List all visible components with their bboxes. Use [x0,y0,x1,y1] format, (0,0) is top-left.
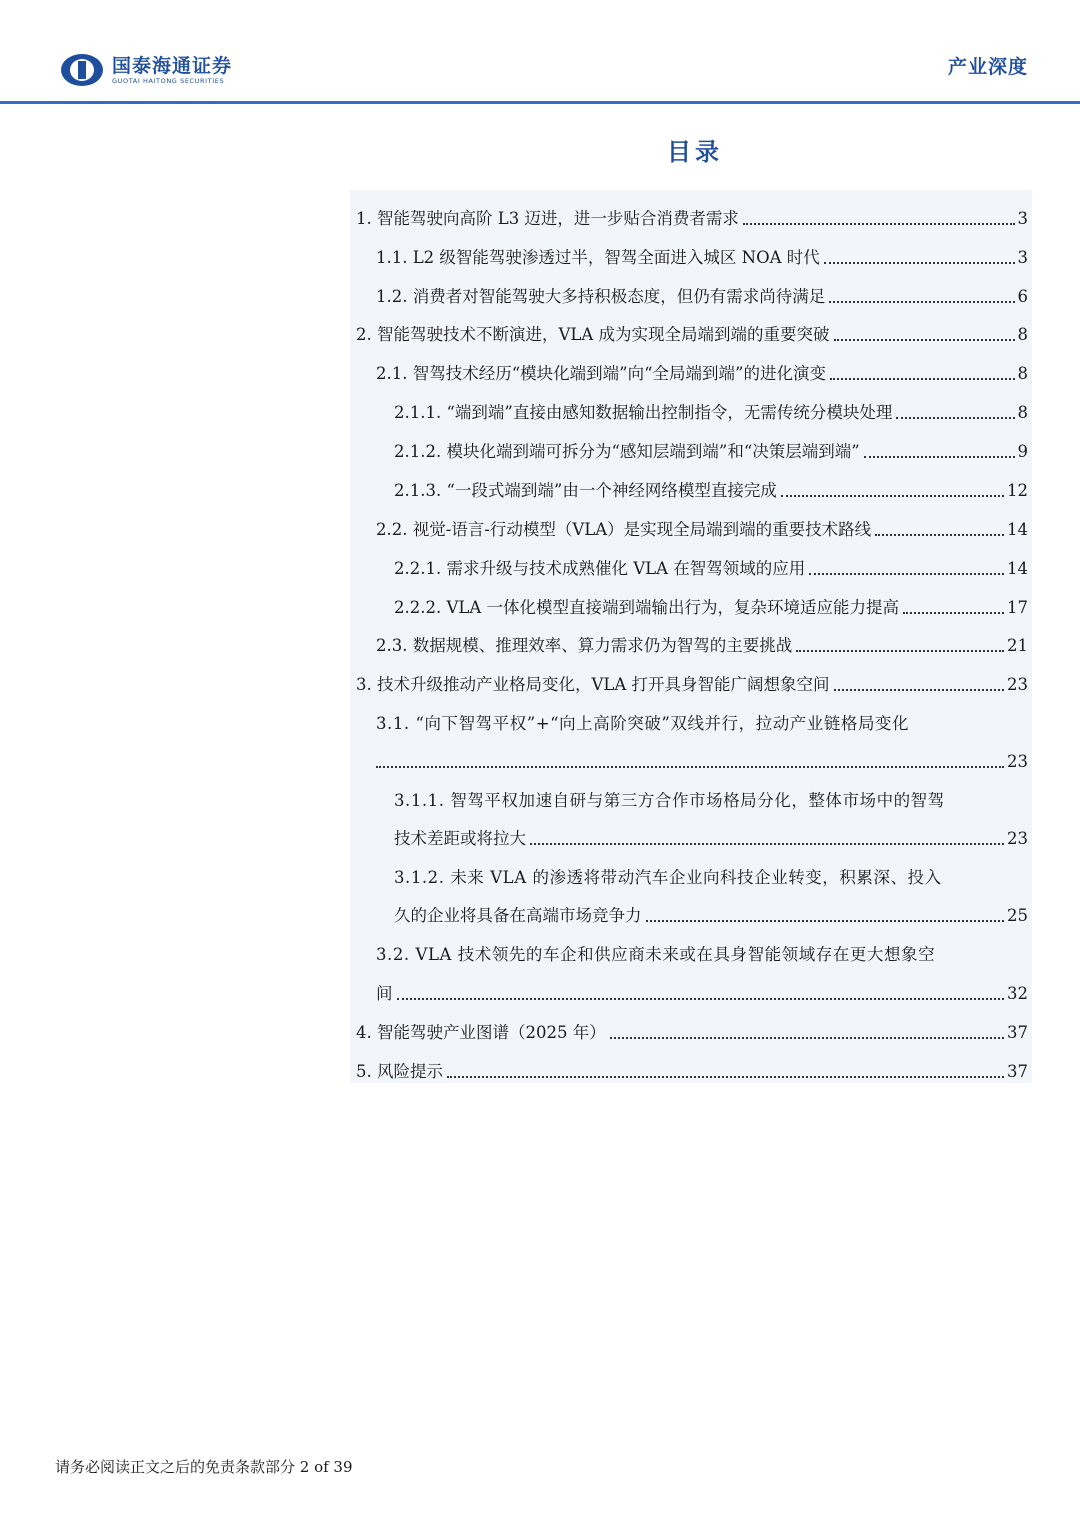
toc-entry-1-2[interactable]: 1.2. 消费者对智能驾驶大多持积极态度，但仍有需求尚待满足 6 [376,287,1028,306]
toc-entry-2[interactable]: 2. 智能驾驶技术不断演进，VLA 成为实现全局端到端的重要突破 8 [356,325,1028,344]
table-of-contents [350,190,1032,1083]
toc-entry-3[interactable]: 3. 技术升级推动产业格局变化，VLA 打开具身智能广阔想象空间 23 [356,675,1028,694]
toc-entry-3-1-1-line2[interactable]: 技术差距或将拉大 23 [394,829,1028,848]
toc-entry-2-2[interactable]: 2.2. 视觉-语言-行动模型（VLA）是实现全局端到端的重要技术路线 14 [376,520,1028,539]
toc-entry-3-1-line1[interactable]: 3.1. “向下智驾平权”+“向上高阶突破”双线并行，拉动产业链格局变化 [376,714,910,733]
logo-icon [60,52,104,88]
toc-entry-3-1-2-line1[interactable]: 3.1.2. 未来 VLA 的渗透将带动汽车企业向科技企业转变，积累深、投入 [394,868,942,887]
toc-entry-2-2-2[interactable]: 2.2.2. VLA 一体化模型直接端到端输出行为，复杂环境适应能力提高 17 [394,598,1028,617]
header-divider [0,101,1080,104]
toc-entry-2-3[interactable]: 2.3. 数据规模、推理效率、算力需求仍为智驾的主要挑战 21 [376,636,1028,655]
toc-entry-3-2-line1[interactable]: 3.2. VLA 技术领先的车企和供应商未来或在具身智能领域存在更大想象空 [376,945,936,964]
toc-entry-2-1[interactable]: 2.1. 智驾技术经历“模块化端到端”向“全局端到端”的进化演变 8 [376,364,1028,383]
company-logo [60,50,232,90]
toc-entry-1-1[interactable]: 1.1. L2 级智能驾驶渗透过半，智驾全面进入城区 NOA 时代 3 [376,248,1028,267]
page-footer: 请务必阅读正文之后的免责条款部分 2 of 39 [55,1458,353,1476]
toc-entry-3-2-line2[interactable]: 间 32 [376,984,1028,1003]
toc-entry-1[interactable]: 1. 智能驾驶向高阶 L3 迈进，进一步贴合消费者需求 3 [356,209,1028,228]
toc-entry-5[interactable]: 5. 风险提示 37 [356,1062,1028,1081]
page-header [0,0,1080,104]
toc-entry-2-2-1[interactable]: 2.2.1. 需求升级与技术成熟催化 VLA 在智驾领域的应用 14 [394,559,1028,578]
toc-entry-3-1-2-line2[interactable]: 久的企业将具备在高端市场竞争力 25 [394,906,1028,925]
toc-entry-2-1-1[interactable]: 2.1.1. “端到端”直接由感知数据输出控制指令，无需传统分模块处理 8 [394,403,1028,422]
toc-entry-4[interactable]: 4. 智能驾驶产业图谱（2025 年） 37 [356,1023,1028,1042]
toc-entry-2-1-2[interactable]: 2.1.2. 模块化端到端可拆分为“感知层端到端”和“决策层端到端” 9 [394,442,1028,461]
logo-english-name: GUOTAI HAITONG SECURITIES [112,76,225,85]
toc-entry-3-1-1-line1[interactable]: 3.1.1. 智驾平权加速自研与第三方合作市场格局分化，整体市场中的智驾 [394,791,945,810]
logo-chinese-name: 国泰海通证券 [112,54,233,77]
toc-title: 目录 [667,138,723,166]
toc-entry-3-1-line2[interactable]: 23 [376,735,1028,773]
document-type-label: 产业深度 [947,56,1028,78]
toc-entry-2-1-3[interactable]: 2.1.3. “一段式端到端”由一个神经网络模型直接完成 12 [394,481,1028,500]
